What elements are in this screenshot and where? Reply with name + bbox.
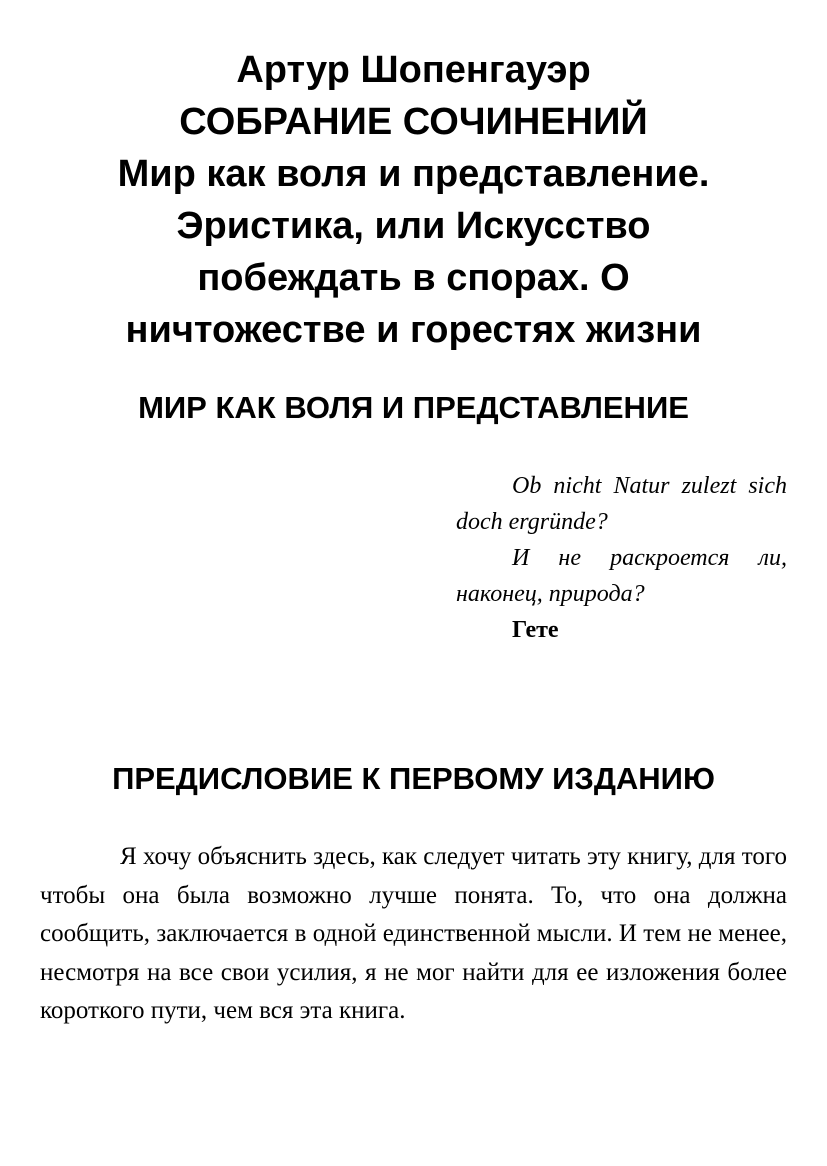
section-heading: МИР КАК ВОЛЯ И ПРЕДСТАВЛЕНИЕ (138, 390, 689, 425)
title-line-6: ничтожестве и горестях жизни (125, 309, 702, 351)
epigraph (456, 468, 787, 648)
title-line-3: Мир как воля и представление. (117, 153, 710, 195)
title-collection: СОБРАНИЕ СОЧИНЕНИЙ (179, 101, 648, 143)
title-line-4: Эристика, или Искусство (176, 205, 651, 247)
title-author: Артур Шопенгауэр (236, 49, 591, 91)
preface-heading: ПРЕДИСЛОВИЕ К ПЕРВОМУ ИЗДАНИЮ (112, 761, 715, 796)
epigraph-author: Гете (512, 617, 559, 643)
preface-paragraph: Я хочу объяснить здесь, как следует читать эту книгу, для того чтобы она была возможно лучше понята. То, что она должна сообщить, заключается в одной единственной мысли. И тем не менее, несмотря на все свои усилия, я не мог найти для ее изложения более короткого пути, чем вся эта книга. (40, 843, 787, 1024)
epigraph-translation: И не раскроется ли, наконец, природа? (456, 545, 787, 607)
title-line-5: побеждать в спорах. О (197, 257, 630, 299)
book-title (40, 44, 787, 356)
epigraph-original: Ob nicht Natur zulezt sich doch ergründe? (456, 473, 787, 535)
